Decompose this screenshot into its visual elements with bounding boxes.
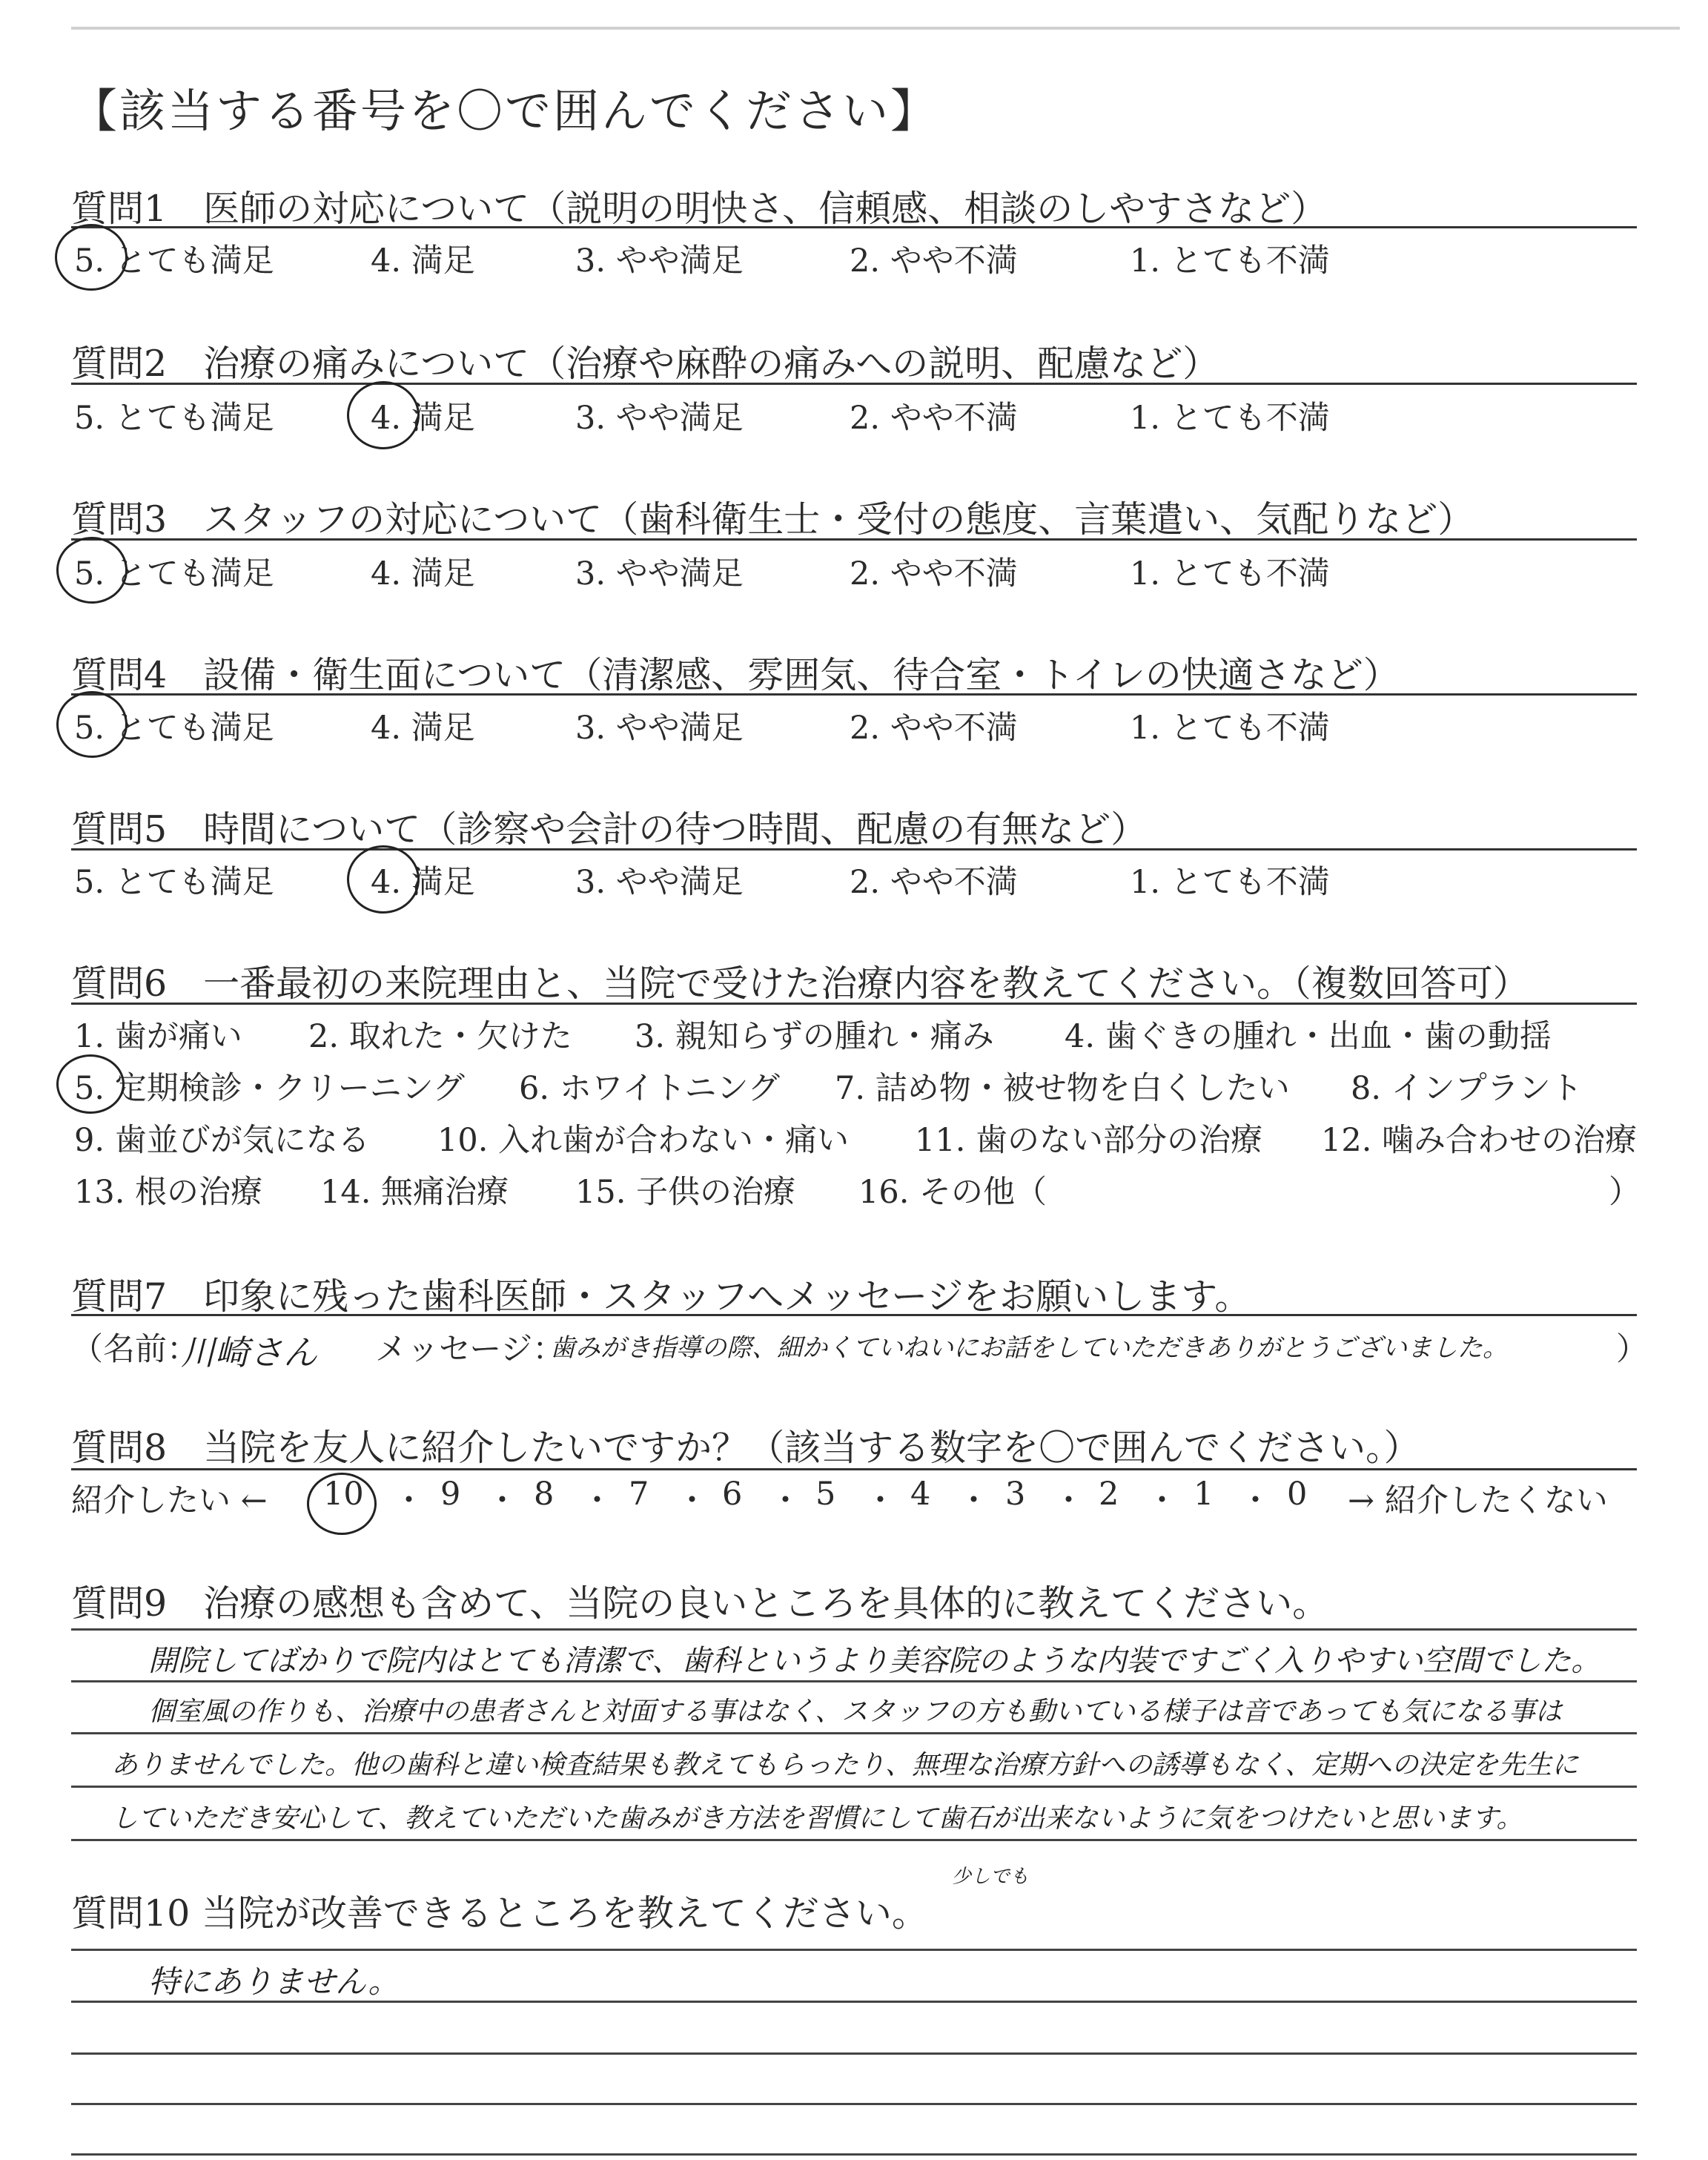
q7-message-value[interactable]: 歯みがき指導の際、細かくていねいにお話をしていただきありがとうございました。 [550, 1333, 1508, 1363]
q6-selection-circle [56, 1054, 125, 1114]
q3-option-3[interactable]: 3. やや満足 [575, 555, 744, 592]
q6-option-9[interactable]: 9. 歯並びが気になる [74, 1122, 370, 1159]
q4-option-3[interactable]: 3. やや満足 [575, 710, 744, 747]
q8-scale-dot: ・ [1146, 1482, 1178, 1519]
q8-scale-1[interactable]: 1 [1194, 1476, 1214, 1513]
q6-option-8[interactable]: 8. インプラント [1351, 1070, 1583, 1107]
q5-option-5[interactable]: 5. とても満足 [74, 864, 274, 901]
q8-scale-7[interactable]: 7 [629, 1476, 649, 1513]
q1-option-3[interactable]: 3. やや満足 [575, 242, 744, 280]
q9-answer-insertion: 少しでも [952, 1866, 1030, 1888]
q8-left-label: 紹介したい ← [71, 1482, 268, 1519]
q10-answer-line [71, 2103, 1637, 2105]
q3-option-2[interactable]: 2. やや不満 [850, 555, 1018, 592]
question-5-title: 質問5 時間について（診察や会計の待つ時間、配慮の有無など） [71, 808, 1148, 851]
q6-option-12[interactable]: 12. 噛み合わせの治療 [1321, 1122, 1638, 1159]
q6-option-7[interactable]: 7. 詰め物・被せ物を白くしたい [835, 1070, 1290, 1107]
q7-message-label: メッセージ： [375, 1331, 565, 1368]
q4-selection-circle [56, 691, 128, 758]
q8-scale-4[interactable]: 4 [910, 1476, 931, 1513]
q9-answer-line [71, 1680, 1637, 1682]
q3-option-1[interactable]: 1. とても不満 [1130, 555, 1330, 592]
q6-option-1[interactable]: 1. 歯が痛い [74, 1018, 242, 1055]
q1-option-1[interactable]: 1. とても不満 [1130, 242, 1330, 280]
q5-option-4[interactable]: 4. 満足 [371, 864, 475, 901]
q6-option-15[interactable]: 15. 子供の治療 [575, 1174, 796, 1211]
q4-option-5[interactable]: 5. とても満足 [74, 710, 274, 747]
q7-name-label: （名前： [71, 1331, 199, 1368]
q10-answer-line [71, 2153, 1637, 2156]
question-3-title: 質問3 スタッフの対応について（歯科衛生士・受付の態度、言葉遣い、気配りなど） [71, 498, 1474, 541]
q8-scale-9[interactable]: 9 [440, 1476, 461, 1513]
q2-option-3[interactable]: 3. やや満足 [575, 400, 744, 437]
q8-selection-circle [307, 1473, 377, 1535]
q6-option-14[interactable]: 14. 無痛治療 [320, 1174, 509, 1211]
q1-option-2[interactable]: 2. やや不満 [850, 242, 1018, 280]
q8-scale-dot: ・ [1053, 1482, 1085, 1519]
q8-scale-0[interactable]: 0 [1287, 1476, 1308, 1513]
q3-selection-circle [56, 537, 128, 604]
q2-option-5[interactable]: 5. とても満足 [74, 400, 274, 437]
q4-option-4[interactable]: 4. 満足 [371, 710, 475, 747]
q8-scale-10[interactable]: 10 [323, 1476, 364, 1513]
q8-scale-8[interactable]: 8 [534, 1476, 555, 1513]
question-9-title: 質問9 治療の感想も含めて、当院の良いところを具体的に教えてください。 [71, 1582, 1329, 1625]
question-2-title: 質問2 治療の痛みについて（治療や麻酔の痛みへの説明、配慮など） [71, 343, 1219, 385]
q2-option-2[interactable]: 2. やや不満 [850, 400, 1018, 437]
q6-option-11[interactable]: 11. 歯のない部分の治療 [915, 1122, 1263, 1159]
q5-option-3[interactable]: 3. やや満足 [575, 864, 744, 901]
page-top-edge [71, 27, 1680, 30]
q8-scale-6[interactable]: 6 [722, 1476, 743, 1513]
question-7-rule [71, 1314, 1637, 1316]
question-5-rule [71, 848, 1637, 851]
question-3-rule [71, 538, 1637, 541]
q5-option-2[interactable]: 2. やや不満 [850, 864, 1018, 901]
q2-selection-circle [347, 381, 420, 449]
q8-scale-3[interactable]: 3 [1005, 1476, 1026, 1513]
q9-answer-line [71, 1628, 1637, 1631]
q9-answer-line [71, 1839, 1637, 1841]
q6-option-13[interactable]: 13. 根の治療 [74, 1174, 263, 1211]
q8-scale-dot: ・ [864, 1482, 896, 1519]
q4-option-1[interactable]: 1. とても不満 [1130, 710, 1330, 747]
page-header: 【該当する番号を〇で囲んでください】 [71, 84, 939, 138]
question-7-title: 質問7 印象に残った歯科医師・スタッフへメッセージをお願いします。 [71, 1275, 1251, 1318]
question-1-rule [71, 226, 1637, 228]
question-8-rule [71, 1468, 1637, 1470]
q6-option-4[interactable]: 4. 歯ぐきの腫れ・出血・歯の動揺 [1065, 1018, 1552, 1055]
q8-scale-dot: ・ [1239, 1482, 1271, 1519]
q8-scale-5[interactable]: 5 [815, 1476, 836, 1513]
q3-option-4[interactable]: 4. 満足 [371, 555, 475, 592]
question-6-rule [71, 1003, 1637, 1005]
q9-answer-line-1[interactable]: 開院してばかりで院内はとても清潔で、歯科というより美容院のような内装ですごく入りやすい空間でした。 [148, 1644, 1601, 1678]
question-6-title: 質問6 一番最初の来院理由と、当院で受けた治療内容を教えてください。（複数回答可） [71, 962, 1529, 1005]
question-8-title: 質問8 当院を友人に紹介したいですか？（該当する数字を〇で囲んでください。） [71, 1427, 1420, 1469]
q8-right-label: → 紹介したくない [1348, 1482, 1608, 1519]
q5-option-1[interactable]: 1. とても不満 [1130, 864, 1330, 901]
q8-scale-dot: ・ [486, 1482, 518, 1519]
question-10-title: 質問10 当院が改善できるところを教えてください。 [71, 1892, 928, 1935]
q10-answer[interactable]: 特にありません。 [148, 1964, 400, 2000]
q6-option-10[interactable]: 10. 入れ歯が合わない・痛い [437, 1122, 850, 1159]
q9-answer-line-4[interactable]: していただき安心して、教えていただいた歯みがき方法を習慣にして歯石が出来ないように気をつけたいと思います。 [111, 1803, 1523, 1834]
question-2-rule [71, 383, 1637, 385]
q7-close-paren: ） [1616, 1331, 1648, 1368]
q8-scale-dot: ・ [958, 1482, 990, 1519]
q9-answer-line [71, 1732, 1637, 1734]
q6-other-close-paren: ） [1609, 1174, 1641, 1211]
q2-option-4[interactable]: 4. 満足 [371, 400, 475, 437]
q8-scale-dot: ・ [393, 1482, 425, 1519]
q1-option-4[interactable]: 4. 満足 [371, 242, 475, 280]
q8-scale-2[interactable]: 2 [1099, 1476, 1119, 1513]
q6-option-2[interactable]: 2. 取れた・欠けた [308, 1018, 572, 1055]
q10-answer-line [71, 2052, 1637, 2055]
question-4-rule [71, 693, 1637, 696]
question-1-title: 質問1 医師の対応について（説明の明快さ、信頼感、相談のしやすさなど） [71, 188, 1328, 230]
question-4-title: 質問4 設備・衛生面について（清潔感、雰囲気、待合室・トイレの快適さなど） [71, 654, 1400, 696]
q6-option-3[interactable]: 3. 親知らずの腫れ・痛み [635, 1018, 994, 1055]
q6-option-16[interactable]: 16. その他（ [858, 1174, 1047, 1211]
q10-answer-line [71, 1949, 1637, 1951]
q3-option-5[interactable]: 5. とても満足 [74, 555, 274, 592]
q2-option-1[interactable]: 1. とても不満 [1130, 400, 1330, 437]
q9-answer-line-3[interactable]: ありませんでした。他の歯科と違い検査結果も教えてもらったり、無理な治療方針への誘導もなく、定期への決定を先生に [111, 1750, 1579, 1780]
q1-option-5[interactable]: 5. とても満足 [74, 242, 274, 280]
q8-scale-dot: ・ [581, 1482, 613, 1519]
q7-name-value[interactable]: 川崎さん [181, 1332, 317, 1373]
q5-selection-circle [347, 845, 420, 914]
q9-answer-line-2[interactable]: 個室風の作りも、治療中の患者さんと対面する事はなく、スタッフの方も動いている様子は音であっても気になる事は [148, 1697, 1562, 1727]
q4-option-2[interactable]: 2. やや不満 [850, 710, 1018, 747]
q9-answer-line [71, 1786, 1637, 1788]
q1-selection-circle [55, 224, 128, 291]
q8-scale-dot: ・ [676, 1482, 708, 1519]
q6-option-6[interactable]: 6. ホワイトニング [519, 1070, 780, 1107]
q8-scale-dot: ・ [769, 1482, 801, 1519]
q6-option-5[interactable]: 5. 定期検診・クリーニング [74, 1070, 465, 1107]
